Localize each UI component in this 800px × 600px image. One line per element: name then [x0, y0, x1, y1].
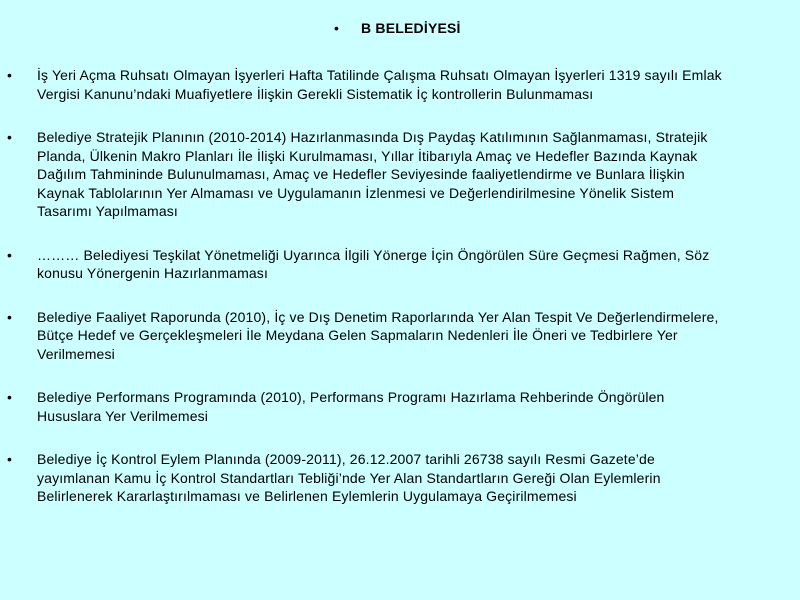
list-item: [0, 388, 800, 425]
list-item-text: Belediye Performans Programında (2010), Performans Programı Hazırlama Rehberinde Öngörülen Hususlara Yer Verilmemesi: [37, 389, 665, 424]
bullet-icon: •: [7, 389, 12, 405]
list-item-text: ……… Belediyesi Teşkilat Yönetmeliği Uyarınca İlgili Yönerge İçin Öngörülen Süre Geçmesi Rağmen, Söz konusu Yönergenin Hazırlanmaması: [37, 246, 710, 281]
list-item: [0, 450, 800, 506]
slide-title-row: [0, 18, 800, 40]
list-item: [0, 66, 800, 103]
list-item-text: Belediye İç Kontrol Eylem Planında (2009-2011), 26.12.2007 tarihli 26738 sayılı Resmi Gazete’de yayımlanan Kamu İç Kontrol Standartları Tebliği’nde Yer Alan Standartların Gereği Olan Eylemlerin Belirlenerek Kararlaştırılmaması ve Belirlenen Eylemlerin Uygulamaya Geçirilmemesi: [37, 451, 661, 504]
slide-title: B BELEDİYESİ: [361, 20, 461, 36]
list-item: [0, 308, 800, 364]
list-item-text: Belediye Stratejik Planının (2010-2014) Hazırlanmasında Dış Paydaş Katılımının Sağlanmaması, Stratejik Planda, Ülkenin Makro Planları İle İlişki Kurulmaması, Yıllar İtibarıyla Amaç ve Hedefler Bazında Kaynak Dağılım Tahmininde Bulunulmaması, Amaç ve Hedefler Seviyesinde faaliyetlendirme ve Bunlara İlişkin Kaynak Tablolarının Yer Almaması ve Uygulamanın İzlenmesi ve Değerlendirilmesine Yönelik Sistem Tasarımı Yapılmaması: [37, 129, 708, 219]
list-item: [0, 128, 800, 221]
bullet-icon: •: [7, 451, 12, 467]
title-bullet-icon: •: [334, 20, 339, 36]
bullet-icon: •: [7, 308, 12, 325]
list-item-text: İş Yeri Açma Ruhsatı Olmayan İşyerleri Hafta Tatilinde Çalışma Ruhsatı Olmayan İşyerleri 1319 sayılı Emlak Vergisi Kanunu’ndaki Muafiyetlere İlişkin Gerekli Sistematik İç kontrollerin Bulunmaması: [37, 67, 722, 102]
bullet-icon: •: [7, 129, 12, 145]
bullet-icon: •: [7, 67, 12, 83]
bullet-list: [0, 66, 800, 506]
list-item-text: Belediye Faaliyet Raporunda (2010), İç ve Dış Denetim Raporlarında Yer Alan Tespit Ve Değerlendirmelere, Bütçe Hedef ve Gerçekleşmeleri İle Meydana Gelen Sapmaların Nedenleri İle Öneri ve Tedbirlere Yer Verilmemesi: [37, 308, 719, 362]
bullet-icon: •: [7, 246, 12, 263]
list-item: [0, 246, 800, 283]
